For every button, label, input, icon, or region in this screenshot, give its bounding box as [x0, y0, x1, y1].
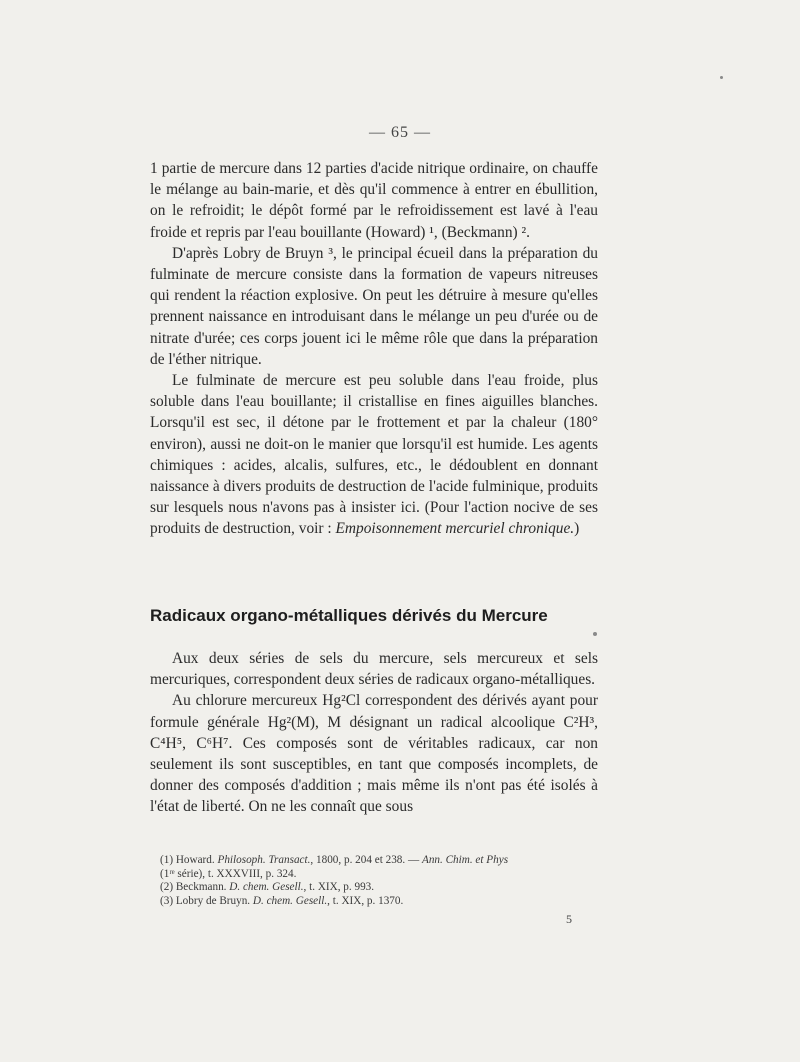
- footnotes: [160, 854, 600, 908]
- footnote-3-author: (3) Lobry de Bruyn.: [160, 894, 253, 907]
- body-text-section: [150, 648, 598, 818]
- footnote-3-pages: , t. XIX, p. 1370.: [327, 894, 404, 907]
- sheet-signature-number: 5: [566, 912, 572, 926]
- footnote-1-journal-2: Ann. Chim. et Phys: [421, 854, 509, 866]
- page-number: — 65 —: [369, 124, 431, 141]
- footnote-1-continued: (1ʳᵉ série), t. XXXVIII, p. 324.: [160, 867, 297, 880]
- paragraph-lobry-de-bruyn: D'après Lobry de Bruyn ³, le principal écueil dans la préparation du fulminate de mercure consiste dans la formation de vapeurs nitreuses qui rendent la réaction explosive. On peut les détruire à mesure qu'elles prennent naissance en introduisant dans le mélange un peu d'urée ou de nitrate d'urée; ces corps jouent ici le même rôle que dans la préparation de l'éther nitrique.: [150, 244, 598, 368]
- footnote-3-journal: D. chem. Gesell.: [252, 894, 328, 907]
- paragraph-closing-paren: ): [574, 520, 580, 538]
- footnote-1-author: (1) Howard.: [160, 854, 218, 866]
- footnote-2-journal: D. chem. Gesell.: [229, 881, 304, 893]
- footnote-2-author: (2) Beckmann.: [160, 881, 230, 893]
- cross-reference-italic: Empoisonnement mercuriel chronique.: [335, 520, 575, 538]
- paragraph-fulminate-properties: [150, 370, 598, 540]
- footnote-3: [160, 895, 600, 909]
- footnote-1: [160, 854, 600, 868]
- footnote-1-pages: , 1800, p. 204 et 238. —: [310, 854, 422, 866]
- body-text-top: [150, 158, 598, 540]
- paragraph-preparation: 1 partie de mercure dans 12 parties d'acide nitrique ordinaire, on chauffe le mélange au bain-marie, et dès qu'il commence à entrer en ébullition, on le refroidit; le dépôt formé par le refroidissement est lavé à l'eau froide et repris par l'eau bouillante (Howard) ¹, (Beckmann) ².: [150, 160, 598, 241]
- footnote-2: [160, 881, 600, 895]
- footnote-2-pages: , t. XIX, p. 993.: [303, 881, 375, 893]
- ink-speck: [720, 76, 723, 79]
- paragraph-two-series: Aux deux séries de sels du mercure, sels mercureux et sels mercuriques, correspondent deux séries de radicaux organo-métalliques.: [150, 650, 598, 689]
- footnote-1-journal: Philosoph. Transact.: [217, 854, 311, 866]
- paragraph-fulminate-text: Le fulminate de mercure est peu soluble dans l'eau froide, plus soluble dans l'eau bouillante; il cristallise en fines aiguilles blanches. Lorsqu'il est sec, il détone par le frottement et par la chaleur (180° environ), aussi ne doit-on le manier que lorsqu'il est humide. Les agents chimiques : acides, alcalis, sulfures, etc., le dédoublent en donnant naissance à divers produits de destruction de l'acide fulminique, produits sur lesquels nous n'avons pas à insister ici. (Pour l'action nocive de ses produits de destruction, voir :: [150, 372, 598, 538]
- paragraph-mercurous-chloride: Au chlorure mercureux Hg²Cl correspondent des dérivés ayant pour formule générale Hg²(M), M désignant un radical alcoolique C²H³, C⁴H⁵, C⁶H⁷. Ces composés sont de véritables radicaux, car non seulement ils sont susceptibles, en tant que composés incomplets, de donner des composés d'addition ; mais même ils n'ont pas été isolés à l'état de liberté. On ne les connaît que sous: [150, 692, 598, 816]
- ink-speck: [593, 632, 597, 636]
- section-heading: Radicaux organo-métalliques dérivés du Mercure: [150, 606, 548, 625]
